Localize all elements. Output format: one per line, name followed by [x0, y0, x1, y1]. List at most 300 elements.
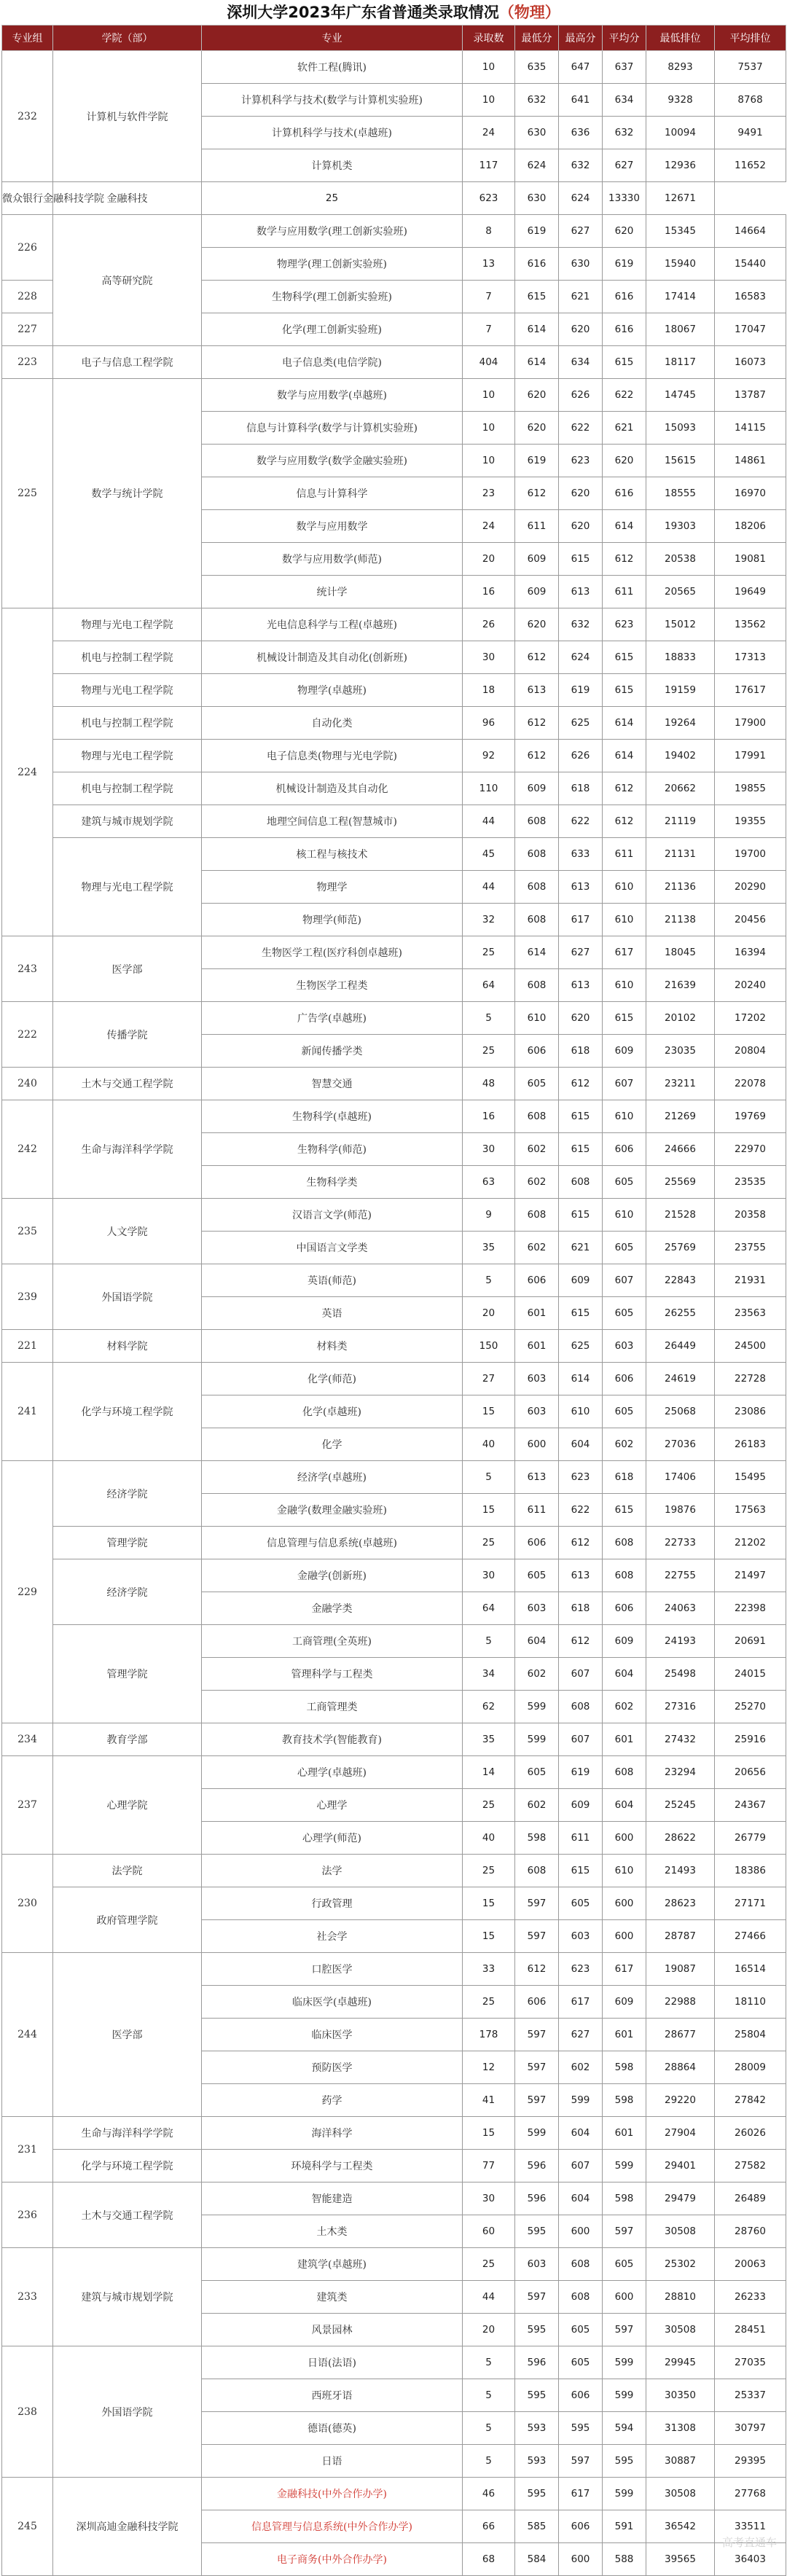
- admitted-count-cell: 35: [463, 1723, 515, 1756]
- avg-score-cell: 619: [603, 248, 646, 281]
- school-cell: 机电与控制工程学院: [53, 641, 202, 674]
- avg-rank-cell: 23563: [715, 1297, 786, 1330]
- avg-score-cell: 609: [603, 1986, 646, 2019]
- min-rank-cell: 21269: [646, 1100, 715, 1133]
- major-cell: 工商管理(全英班): [202, 1625, 463, 1658]
- major-cell: 材料类: [202, 1330, 463, 1363]
- admitted-count-cell: 62: [463, 1691, 515, 1723]
- min-rank-cell: 9328: [646, 84, 715, 117]
- group-code-cell: 243: [2, 936, 53, 1002]
- min-score-cell: 600: [515, 1428, 559, 1461]
- admitted-count-cell: 25: [463, 1986, 515, 2019]
- avg-score-cell: 600: [603, 1822, 646, 1855]
- avg-rank-cell: 36403: [715, 2543, 786, 2576]
- table-row: [2, 740, 786, 772]
- school-cell: 管理学院: [53, 1625, 202, 1723]
- min-rank-cell: 19402: [646, 740, 715, 772]
- min-score-cell: 624: [515, 149, 559, 182]
- avg-score-cell: 599: [603, 2150, 646, 2182]
- major-cell: 英语(师范): [202, 1264, 463, 1297]
- max-score-cell: 600: [559, 2215, 603, 2248]
- min-rank-cell: 39565: [646, 2543, 715, 2576]
- min-score-cell: 614: [515, 346, 559, 379]
- min-rank-cell: 28810: [646, 2281, 715, 2314]
- table-row: [2, 2117, 786, 2150]
- avg-rank-cell: 21202: [715, 1527, 786, 1559]
- min-rank-cell: 28864: [646, 2051, 715, 2084]
- avg-rank-cell: 19081: [715, 543, 786, 576]
- min-score-cell: 606: [515, 1035, 559, 1068]
- max-score-cell: 607: [559, 2150, 603, 2182]
- avg-rank-cell: 16970: [715, 477, 786, 510]
- table-row: [2, 2150, 786, 2182]
- table-row: [2, 379, 786, 412]
- max-score-cell: 614: [559, 1363, 603, 1395]
- max-score-cell: 597: [559, 2445, 603, 2478]
- header-group: 专业组: [2, 26, 53, 51]
- avg-rank-cell: 17900: [715, 707, 786, 740]
- avg-score-cell: 597: [603, 2215, 646, 2248]
- min-score-cell: 606: [515, 1527, 559, 1559]
- admitted-count-cell: 25: [463, 1035, 515, 1068]
- min-score-cell: 597: [515, 2019, 559, 2051]
- major-cell: 新闻传播学类: [202, 1035, 463, 1068]
- avg-rank-cell: 20290: [715, 871, 786, 904]
- max-score-cell: 621: [559, 281, 603, 313]
- table-row: [2, 2346, 786, 2379]
- avg-score-cell: 610: [603, 871, 646, 904]
- max-score-cell: 627: [559, 2019, 603, 2051]
- min-rank-cell: 15345: [646, 215, 715, 248]
- avg-rank-cell: 18206: [715, 510, 786, 543]
- major-cell: 信息与计算科学: [202, 477, 463, 510]
- table-body: [2, 51, 786, 2576]
- avg-rank-cell: 14664: [715, 215, 786, 248]
- group-code-cell: 222: [2, 1002, 53, 1068]
- table-row: [2, 2478, 786, 2510]
- avg-score-cell: 632: [603, 117, 646, 149]
- min-rank-cell: 14745: [646, 379, 715, 412]
- max-score-cell: 612: [559, 1625, 603, 1658]
- major-cell: 金融学类: [202, 1592, 463, 1625]
- admitted-count-cell: 8: [463, 215, 515, 248]
- major-cell: 心理学: [202, 1789, 463, 1822]
- min-score-cell: 614: [515, 936, 559, 969]
- group-code-cell: 229: [2, 1461, 53, 1723]
- avg-score-cell: 606: [603, 1363, 646, 1395]
- major-cell: 管理科学与工程类: [202, 1658, 463, 1691]
- min-score-cell: 605: [515, 1756, 559, 1789]
- admitted-count-cell: 66: [463, 2510, 515, 2543]
- avg-score-cell: 615: [603, 674, 646, 707]
- avg-rank-cell: 20240: [715, 969, 786, 1002]
- major-cell: 自动化类: [202, 707, 463, 740]
- admitted-count-cell: 46: [463, 2478, 515, 2510]
- avg-rank-cell: 20804: [715, 1035, 786, 1068]
- min-score-cell: 602: [515, 1166, 559, 1199]
- admitted-count-cell: 60: [463, 2215, 515, 2248]
- avg-rank-cell: 24015: [715, 1658, 786, 1691]
- min-score-cell: 612: [515, 1953, 559, 1986]
- min-score-cell: 608: [515, 904, 559, 936]
- admitted-count-cell: 44: [463, 2281, 515, 2314]
- school-cell: 传播学院: [53, 1002, 202, 1068]
- table-header-row: [2, 26, 786, 51]
- table-row: [2, 674, 786, 707]
- min-rank-cell: 24619: [646, 1363, 715, 1395]
- min-score-cell: 603: [515, 1363, 559, 1395]
- avg-score-cell: 610: [603, 904, 646, 936]
- min-rank-cell: 23294: [646, 1756, 715, 1789]
- min-rank-cell: 25769: [646, 1232, 715, 1264]
- major-cell: 建筑学(卓越班): [202, 2248, 463, 2281]
- admitted-count-cell: 77: [463, 2150, 515, 2182]
- major-cell: 风景园林: [202, 2314, 463, 2346]
- major-cell: 行政管理: [202, 1887, 463, 1920]
- min-score-cell: 584: [515, 2543, 559, 2576]
- avg-score-cell: 611: [603, 838, 646, 871]
- admitted-count-cell: 30: [463, 641, 515, 674]
- max-score-cell: 602: [559, 2051, 603, 2084]
- school-cell: 心理学院: [53, 1756, 202, 1855]
- min-score-cell: 596: [515, 2346, 559, 2379]
- min-rank-cell: 29945: [646, 2346, 715, 2379]
- max-score-cell: 632: [559, 149, 603, 182]
- major-cell: 计算机科学与技术(数学与计算机实验班): [202, 84, 463, 117]
- min-score-cell: 623: [463, 182, 515, 215]
- avg-score-cell: 609: [603, 1035, 646, 1068]
- min-score-cell: 597: [515, 1920, 559, 1953]
- avg-score-cell: 617: [603, 936, 646, 969]
- admitted-count-cell: 10: [463, 445, 515, 477]
- avg-score-cell: 610: [603, 1855, 646, 1887]
- admitted-count-cell: 5: [463, 1625, 515, 1658]
- min-rank-cell: 15940: [646, 248, 715, 281]
- admitted-count-cell: 7: [463, 313, 515, 346]
- max-score-cell: 622: [559, 1494, 603, 1527]
- avg-score-cell: 601: [603, 1723, 646, 1756]
- max-score-cell: 613: [559, 1559, 603, 1592]
- major-cell: 机械设计制造及其自动化: [202, 772, 463, 805]
- admitted-count-cell: 5: [463, 2445, 515, 2478]
- major-cell: 日语(法语): [202, 2346, 463, 2379]
- max-score-cell: 604: [559, 2182, 603, 2215]
- avg-score-cell: 599: [603, 2379, 646, 2412]
- major-cell: 核工程与核技术: [202, 838, 463, 871]
- avg-score-cell: 601: [603, 2117, 646, 2150]
- header-school: 学院（部）: [53, 26, 202, 51]
- max-score-cell: 615: [559, 1133, 603, 1166]
- min-score-cell: 606: [515, 1986, 559, 2019]
- admitted-count-cell: 25: [202, 182, 463, 215]
- major-cell: 生物科学类: [202, 1166, 463, 1199]
- min-score-cell: 620: [515, 412, 559, 445]
- admitted-count-cell: 20: [463, 1297, 515, 1330]
- admitted-count-cell: 178: [463, 2019, 515, 2051]
- avg-score-cell: 605: [603, 1232, 646, 1264]
- avg-score-cell: 600: [603, 1887, 646, 1920]
- max-score-cell: 615: [559, 1199, 603, 1232]
- max-score-cell: 613: [559, 576, 603, 608]
- admitted-count-cell: 150: [463, 1330, 515, 1363]
- table-row: [2, 346, 786, 379]
- min-rank-cell: 30508: [646, 2314, 715, 2346]
- avg-score-cell: 616: [603, 477, 646, 510]
- table-row: [2, 1002, 786, 1035]
- admitted-count-cell: 117: [463, 149, 515, 182]
- avg-score-cell: 608: [603, 1756, 646, 1789]
- major-cell: 法学: [202, 1855, 463, 1887]
- admitted-count-cell: 32: [463, 904, 515, 936]
- header-max-score: 最高分: [559, 26, 603, 51]
- avg-score-cell: 624: [559, 182, 603, 215]
- avg-score-cell: 594: [603, 2412, 646, 2445]
- min-rank-cell: 25302: [646, 2248, 715, 2281]
- admitted-count-cell: 41: [463, 2084, 515, 2117]
- min-rank-cell: 18045: [646, 936, 715, 969]
- min-score-cell: 611: [515, 510, 559, 543]
- min-score-cell: 612: [515, 641, 559, 674]
- min-score-cell: 610: [515, 1002, 559, 1035]
- max-score-cell: 633: [559, 838, 603, 871]
- major-cell: 物理学(师范): [202, 904, 463, 936]
- min-rank-cell: 27432: [646, 1723, 715, 1756]
- min-rank-cell: 17406: [646, 1461, 715, 1494]
- major-cell: 临床医学: [202, 2019, 463, 2051]
- admitted-count-cell: 12: [463, 2051, 515, 2084]
- avg-score-cell: 598: [603, 2051, 646, 2084]
- min-rank-cell: 24063: [646, 1592, 715, 1625]
- avg-score-cell: 609: [603, 1625, 646, 1658]
- avg-rank-cell: 19769: [715, 1100, 786, 1133]
- max-score-cell: 623: [559, 1461, 603, 1494]
- table-row: [2, 1363, 786, 1395]
- min-score-cell: 602: [515, 1133, 559, 1166]
- avg-score-cell: 591: [603, 2510, 646, 2543]
- avg-rank-cell: 14861: [715, 445, 786, 477]
- min-rank-cell: 28622: [646, 1822, 715, 1855]
- avg-rank-cell: 26183: [715, 1428, 786, 1461]
- min-rank-cell: 15093: [646, 412, 715, 445]
- avg-rank-cell: 26489: [715, 2182, 786, 2215]
- avg-rank-cell: 22970: [715, 1133, 786, 1166]
- max-score-cell: 627: [559, 215, 603, 248]
- min-rank-cell: 28623: [646, 1887, 715, 1920]
- table-row: [2, 1527, 786, 1559]
- min-score-cell: 602: [515, 1232, 559, 1264]
- min-score-cell: 606: [515, 1264, 559, 1297]
- min-rank-cell: 19876: [646, 1494, 715, 1527]
- table-row: [2, 1855, 786, 1887]
- admitted-count-cell: 25: [463, 1527, 515, 1559]
- admitted-count-cell: 23: [463, 477, 515, 510]
- major-cell: 物理学(理工创新实验班): [202, 248, 463, 281]
- avg-rank-cell: 23755: [715, 1232, 786, 1264]
- max-score-cell: 619: [559, 1756, 603, 1789]
- admitted-count-cell: 10: [463, 412, 515, 445]
- min-score-cell: 603: [515, 1395, 559, 1428]
- min-rank-cell: 27904: [646, 2117, 715, 2150]
- min-score-cell: 597: [515, 2084, 559, 2117]
- school-cell: 医学部: [53, 1953, 202, 2117]
- avg-rank-cell: 22398: [715, 1592, 786, 1625]
- max-score-cell: 608: [559, 2281, 603, 2314]
- min-rank-cell: 21528: [646, 1199, 715, 1232]
- avg-rank-cell: 20656: [715, 1756, 786, 1789]
- avg-rank-cell: 27582: [715, 2150, 786, 2182]
- min-score-cell: 609: [515, 772, 559, 805]
- admitted-count-cell: 7: [463, 281, 515, 313]
- admitted-count-cell: 16: [463, 576, 515, 608]
- min-score-cell: 602: [515, 1658, 559, 1691]
- min-score-cell: 609: [515, 543, 559, 576]
- min-rank-cell: 13330: [603, 182, 646, 215]
- max-score-cell: 608: [559, 1691, 603, 1723]
- max-score-cell: 621: [559, 1232, 603, 1264]
- group-code-cell: 231: [2, 2117, 53, 2182]
- min-score-cell: 599: [515, 2117, 559, 2150]
- min-score-cell: 611: [515, 1494, 559, 1527]
- avg-score-cell: 605: [603, 1166, 646, 1199]
- admitted-count-cell: 34: [463, 1658, 515, 1691]
- min-score-cell: 619: [515, 445, 559, 477]
- admitted-count-cell: 13: [463, 248, 515, 281]
- min-score-cell: 585: [515, 2510, 559, 2543]
- max-score-cell: 623: [559, 445, 603, 477]
- admitted-count-cell: 35: [463, 1232, 515, 1264]
- major-cell: 工商管理类: [202, 1691, 463, 1723]
- admitted-count-cell: 25: [463, 2248, 515, 2281]
- admitted-count-cell: 404: [463, 346, 515, 379]
- max-score-cell: 622: [559, 805, 603, 838]
- min-rank-cell: 26449: [646, 1330, 715, 1363]
- admitted-count-cell: 110: [463, 772, 515, 805]
- min-score-cell: 604: [515, 1625, 559, 1658]
- admitted-count-cell: 24: [463, 117, 515, 149]
- avg-score-cell: 599: [603, 2478, 646, 2510]
- min-rank-cell: 22843: [646, 1264, 715, 1297]
- avg-rank-cell: 24500: [715, 1330, 786, 1363]
- table-row: [2, 51, 786, 84]
- school-cell: 管理学院: [53, 1527, 202, 1559]
- admitted-count-cell: 15: [463, 1494, 515, 1527]
- avg-rank-cell: 15440: [715, 248, 786, 281]
- min-score-cell: 605: [515, 1559, 559, 1592]
- max-score-cell: 620: [559, 510, 603, 543]
- avg-score-cell: 615: [603, 641, 646, 674]
- major-cell: 建筑类: [202, 2281, 463, 2314]
- min-rank-cell: 21493: [646, 1855, 715, 1887]
- avg-rank-cell: 25916: [715, 1723, 786, 1756]
- min-rank-cell: 21136: [646, 871, 715, 904]
- avg-score-cell: 615: [603, 1002, 646, 1035]
- max-score-cell: 622: [559, 412, 603, 445]
- avg-score-cell: 620: [603, 215, 646, 248]
- group-code-cell: 224: [2, 608, 53, 936]
- max-score-cell: 609: [559, 1264, 603, 1297]
- major-cell: 生物科学(理工创新实验班): [202, 281, 463, 313]
- min-score-cell: 612: [515, 477, 559, 510]
- min-score-cell: 597: [515, 1887, 559, 1920]
- page-title: [0, 0, 787, 25]
- school-cell: 计算机与软件学院: [53, 51, 202, 182]
- avg-rank-cell: 18110: [715, 1986, 786, 2019]
- school-cell: 经济学院: [53, 1461, 202, 1527]
- major-cell: 电子信息类(电信学院): [202, 346, 463, 379]
- admitted-count-cell: 92: [463, 740, 515, 772]
- min-score-cell: 608: [515, 969, 559, 1002]
- admitted-count-cell: 27: [463, 1363, 515, 1395]
- major-cell: 心理学(卓越班): [202, 1756, 463, 1789]
- max-score-cell: 620: [559, 1002, 603, 1035]
- min-score-cell: 602: [515, 1789, 559, 1822]
- title-main: 深圳大学2023年广东省普通类录取情况: [227, 4, 499, 21]
- min-rank-cell: 26255: [646, 1297, 715, 1330]
- major-cell: 口腔医学: [202, 1953, 463, 1986]
- major-cell: 汉语言文学(师范): [202, 1199, 463, 1232]
- avg-score-cell: 599: [603, 2346, 646, 2379]
- avg-score-cell: 598: [603, 2182, 646, 2215]
- table-row: [2, 182, 786, 215]
- min-rank-cell: 12936: [646, 149, 715, 182]
- major-cell: 预防医学: [202, 2051, 463, 2084]
- major-cell: 社会学: [202, 1920, 463, 1953]
- avg-rank-cell: 13787: [715, 379, 786, 412]
- min-rank-cell: 10094: [646, 117, 715, 149]
- avg-rank-cell: 26026: [715, 2117, 786, 2150]
- min-score-cell: 620: [515, 379, 559, 412]
- max-score-cell: 647: [559, 51, 603, 84]
- avg-score-cell: 600: [603, 1920, 646, 1953]
- admitted-count-cell: 44: [463, 805, 515, 838]
- min-score-cell: 608: [515, 1855, 559, 1887]
- group-code-cell: 226: [2, 215, 53, 281]
- min-rank-cell: 15012: [646, 608, 715, 641]
- max-score-cell: 609: [559, 1789, 603, 1822]
- min-rank-cell: 18833: [646, 641, 715, 674]
- min-rank-cell: 21119: [646, 805, 715, 838]
- max-score-cell: 632: [559, 608, 603, 641]
- avg-rank-cell: 7537: [715, 51, 786, 84]
- min-score-cell: 597: [515, 2281, 559, 2314]
- admitted-count-cell: 10: [463, 84, 515, 117]
- major-cell: 生物医学工程(医疗科创卓越班): [202, 936, 463, 969]
- major-cell: 智慧交通: [202, 1068, 463, 1100]
- major-cell: 软件工程(腾讯): [202, 51, 463, 84]
- group-code-cell: 232: [2, 51, 53, 182]
- table-row: [2, 1199, 786, 1232]
- avg-rank-cell: 30797: [715, 2412, 786, 2445]
- major-cell: 地理空间信息工程(智慧城市): [202, 805, 463, 838]
- min-score-cell: 603: [515, 2248, 559, 2281]
- admitted-count-cell: 14: [463, 1756, 515, 1789]
- min-rank-cell: 22988: [646, 1986, 715, 2019]
- avg-rank-cell: 15495: [715, 1461, 786, 1494]
- avg-rank-cell: 20358: [715, 1199, 786, 1232]
- min-score-cell: 593: [515, 2412, 559, 2445]
- major-cell: 信息管理与信息系统(中外合作办学): [202, 2510, 463, 2543]
- group-code-cell: 238: [2, 2346, 53, 2478]
- avg-rank-cell: 23086: [715, 1395, 786, 1428]
- group-code-cell: 223: [2, 346, 53, 379]
- major-cell: 金融学(创新班): [202, 1559, 463, 1592]
- admitted-count-cell: 25: [463, 1789, 515, 1822]
- table-row: [2, 838, 786, 871]
- avg-score-cell: 616: [603, 281, 646, 313]
- min-rank-cell: 29220: [646, 2084, 715, 2117]
- max-score-cell: 618: [559, 772, 603, 805]
- avg-rank-cell: 28451: [715, 2314, 786, 2346]
